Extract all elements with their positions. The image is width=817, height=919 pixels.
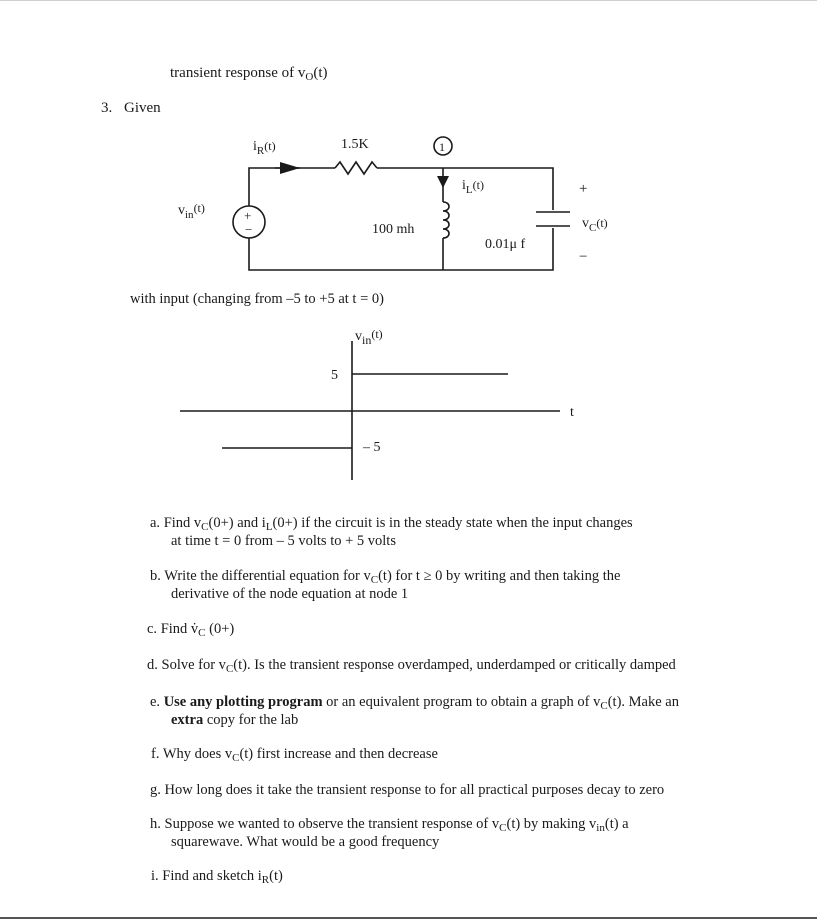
question-e-line-2 bbox=[171, 711, 298, 729]
question-f-text-1: Why does v bbox=[162, 746, 233, 762]
question-i-text-1: Find and sketch i bbox=[162, 868, 262, 884]
question-b-line-2: derivative of the node equation at node 1 bbox=[171, 586, 409, 602]
question-h-text-3: (t) a bbox=[604, 816, 629, 832]
question-a-letter: a. bbox=[150, 515, 161, 531]
question-h-sub-2: in bbox=[596, 822, 605, 834]
header-sub: O bbox=[305, 71, 314, 83]
page-top-edge bbox=[0, 0, 817, 1]
inductor-value: 100 mh bbox=[372, 222, 415, 237]
question-a-text-2: (0+) and i bbox=[208, 515, 266, 531]
graph-tick-neg: – 5 bbox=[363, 440, 381, 455]
question-b-sub-1: C bbox=[370, 574, 379, 586]
vin-label: $v_{in}(t)$ bbox=[178, 201, 205, 221]
vc-minus-sign: − bbox=[579, 249, 588, 265]
question-a-line-2: at time t = 0 from – 5 volts to + 5 volts bbox=[171, 533, 396, 549]
question-e-letter: e. bbox=[150, 694, 161, 710]
question-b bbox=[150, 567, 621, 602]
input-step-graph bbox=[0, 315, 817, 485]
question-h-text-2: (t) by making v bbox=[506, 816, 597, 832]
question-d-sub-1: C bbox=[225, 663, 234, 675]
question-h-letter: h. bbox=[150, 816, 161, 832]
il-label: $i_L(t)$ bbox=[462, 178, 484, 196]
question-f bbox=[151, 745, 438, 767]
question-c-sub-1: C bbox=[198, 627, 206, 639]
ir-arrow-head bbox=[280, 162, 300, 174]
source-minus-sign: − bbox=[245, 222, 253, 237]
question-e-text-2: (t). Make an bbox=[607, 694, 679, 710]
question-f-letter: f. bbox=[151, 746, 160, 762]
header-suffix: (t) bbox=[313, 65, 328, 81]
question-c-letter: c. bbox=[147, 621, 158, 637]
graph-ylabel: vin(t) bbox=[355, 327, 383, 347]
circuit-diagram bbox=[0, 120, 817, 290]
question-i-sub-1: R bbox=[261, 874, 270, 886]
vc-plus-sign: + bbox=[579, 181, 588, 197]
question-e-text-1: or an equivalent program to obtain a graph of v bbox=[322, 694, 601, 710]
question-h-sub-1: C bbox=[499, 822, 507, 834]
question-i-text-2: (t) bbox=[269, 868, 283, 884]
problem-heading bbox=[101, 99, 161, 117]
question-a-text-3: (0+) if the circuit is in the steady state when the input changes bbox=[272, 515, 633, 531]
header-line bbox=[170, 64, 328, 86]
question-d-letter: d. bbox=[147, 657, 158, 673]
question-c-text-2: (0+) bbox=[205, 621, 235, 637]
question-d-text-2: (t). Is the transient response overdamped, underdamped or critically damped bbox=[233, 657, 676, 673]
question-d-text-1: Solve for v bbox=[161, 657, 226, 673]
question-a-sub-2: L bbox=[265, 521, 273, 533]
question-a-sub-1: C bbox=[201, 521, 209, 533]
question-e bbox=[150, 693, 679, 728]
question-b-text-1: Write the differential equation for v bbox=[164, 568, 371, 584]
resistor-symbol bbox=[335, 162, 377, 174]
question-e-sub-1: C bbox=[600, 700, 608, 712]
question-i-letter: i. bbox=[151, 868, 159, 884]
question-f-sub-1: C bbox=[232, 752, 240, 764]
header-text: transient response of bbox=[170, 65, 298, 81]
question-f-text-2: (t) first increase and then decrease bbox=[239, 746, 438, 762]
ir-label: $i_R(t)$ bbox=[253, 139, 276, 157]
header-v: v bbox=[297, 65, 306, 81]
question-a-text-1: Find v bbox=[163, 515, 202, 531]
source-plus-sign: + bbox=[244, 208, 252, 223]
question-c bbox=[147, 620, 234, 642]
question-g bbox=[150, 781, 664, 799]
input-description: with input (changing from –5 to +5 at t = 0) bbox=[130, 291, 384, 307]
vc-label: $v_C(t)$ bbox=[582, 216, 608, 234]
question-g-text-1: How long does it take the transient response to for all practical purposes decay to zero bbox=[164, 782, 665, 798]
question-h-text-1: Suppose we wanted to observe the transient response of v bbox=[164, 816, 500, 832]
graph-xlabel: t bbox=[570, 405, 574, 420]
question-c-text-1: Find bbox=[160, 621, 191, 637]
question-a bbox=[150, 514, 633, 549]
question-h-line-2: squarewave. What would be a good frequency bbox=[171, 834, 440, 850]
graph-tick-pos: 5 bbox=[331, 368, 338, 383]
question-b-letter: b. bbox=[150, 568, 161, 584]
question-e-bold-2: extra bbox=[171, 712, 204, 728]
question-d bbox=[147, 656, 676, 678]
question-e-bold-1: Use any plotting program bbox=[163, 694, 323, 710]
problem-given: Given bbox=[124, 100, 161, 116]
wire-top-left bbox=[249, 168, 335, 206]
question-i bbox=[151, 867, 283, 889]
question-h bbox=[150, 815, 629, 850]
resistor-value: 1.5K bbox=[341, 137, 369, 152]
question-g-letter: g. bbox=[150, 782, 161, 798]
inductor-symbol bbox=[443, 202, 449, 238]
problem-number: 3. bbox=[101, 100, 113, 116]
question-e-text-3: copy for the lab bbox=[203, 712, 299, 728]
node-1-label: 1 bbox=[439, 140, 445, 154]
question-c-vdot: v̇ bbox=[190, 621, 199, 637]
question-b-text-2: (t) for t ≥ 0 by writing and then taking the bbox=[378, 568, 621, 584]
capacitor-value: 0.01μ f bbox=[485, 237, 526, 252]
il-arrow-head bbox=[437, 176, 449, 188]
